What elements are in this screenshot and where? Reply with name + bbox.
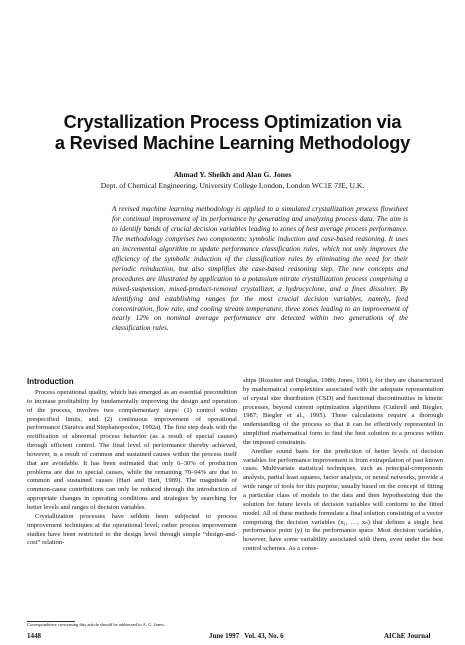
article-title [0, 112, 465, 154]
title-line-2: a Revised Machine Learning Methodology [54, 133, 411, 153]
journal-name: AIChE Journal [384, 632, 431, 640]
correspondence-footnote: Correspondence concerning this article should be addressed to A. G. Jones. [27, 622, 166, 627]
paragraph: ships (Rossiter and Douglas, 1986; Jones, 1991), for they are characterized by mathematical complexities associated with the adequate representation of crystal size distribution (CSD) and functional discontinuities in kinetic processes, beyond current optimization algorithms (Cuthrell and Biegler, 1987; Biegler et al., 1995). These calculations require a thorough understanding of the process so that it can be effectively represented in simplified mathematical form to find the best solution to a process within the imposed constraints. [243, 377, 443, 446]
title-line-1: Crystallization Process Optimization via [63, 112, 402, 132]
author-list: Ahmad Y. Sheikh and Alan G. Jones [173, 170, 292, 179]
body-column-left [27, 389, 237, 548]
page-number: 1448 [27, 632, 41, 640]
section-heading-introduction: Introduction [27, 377, 74, 386]
issue-info: June 1997 Vol. 43, No. 6 [209, 632, 284, 640]
paragraph: Crystallization processes have seldom been subjected to process improvement techniques at the operational level; rather process improvement studies have been restricted to the design level through simple “design-and-cost” relation- [27, 512, 237, 547]
paragraph: Process operational quality, which has emerged as an essential precondition to increase profitability by fundamentally improving the design and operation of the process, involves two complementary steps: (1) control within prespecified limits, and (2) continuous improvement of operational performance (Saraiva and Stephanopoulos, 1992a). The first step deals with the rectification of abnormal process behavior (as a result of special causes) through efficient control. The final level of performance thereby achieved, however, is a result of common and sustained causes within the process itself that are avoidable. It has been estimated that only 6–30% of production problems are due to special causes, while the remaining 70–94% are due to common and sustained causes (Hart and Hart, 1989). The magnitude of common-cause contributions can only be reduced through the introduction of appropriate changes in operating conditions and strategies by searching for better levels and ranges of decision variables. [27, 389, 237, 511]
body-column-right [243, 377, 443, 554]
paragraph: Another sound basis for the prediction of better levels of decision variables for performance improvement is from extrapolation of past known cases. Multivariate statistical techniques, such as principal-components analysis, partial least squares, factor analysis, or neural networks, provide a wide range of tools for this purpose, usually based on the concept of fitting a particular class of models to the data and then hypothesizing that the solution for future levels of decision variables will conform to the fitted model. All of these methods formulate a final solution consisting of a vector comprising the decision variables (x₁, …, xₙ) that defines a single best performance point (y) in the performance space. Most decision variables, however, have some variability associated with them, even under the best control schemes. As a conse- [243, 447, 443, 553]
affiliation: Dept. of Chemical Engineering, University College London, London WC1E 7JE, U.K. [100, 181, 365, 190]
abstract: A revised machine learning methodology is applied to a simulated crystallization process flowsheet for continual improvement of its performance by generating and analyzing process data. The aim is to identify bands of crucial decision variables leading to zones of best average process performance. The methodology comprises two components: symbolic induction and case-based reasoning. It uses an incremental algorithm to update performance classification rules, which not only improves the efficiency of the symbolic induction of the classification rules by eliminating the need for their periodic reinduction, but also simplifies the case-based reasoning step. The new concepts and procedures are illustrated by application to a potassium nitrate crystallization process comprising a mixed-suspension, mixed-product-removal crystallizer, a hydrocyclone, and a fines dissolver. By identifying and establishing ranges for the most crucial decision variables, namely, feed concentration, flow rate, and cooling stream temperature, three zones leading to an improvement of nearly 12% on nominal average performance are detected within two generations of the classification rules. [112, 205, 408, 333]
